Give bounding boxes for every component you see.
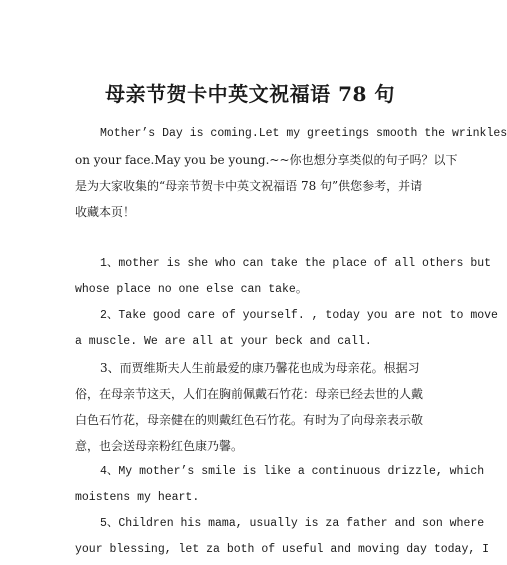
document-title: 母亲节贺卡中英文祝福语 78 句 <box>105 82 395 106</box>
list-item-2 <box>75 303 498 355</box>
item-3-line-2: 俗，在母亲节这天，人们在胸前佩戴石竹花：母亲已经去世的人戴 <box>75 387 424 401</box>
item-3-line-1: 3、而贾维斯夫人生前最爱的康乃馨花也成为母亲花。根据习 <box>100 361 420 375</box>
list-item-3 <box>75 355 425 459</box>
intro-paragraph <box>75 121 507 225</box>
item-5-line-1: 5、Children his mama, usually is za father and son where <box>100 517 485 530</box>
list-item-4 <box>75 459 485 511</box>
item-2-line-1: 2、Take good care of yourself. , today you are not to move <box>100 309 498 322</box>
item-5-line-2: your blessing, let za both of useful and moving day today, I <box>75 543 490 556</box>
intro-line-1: Mother’s Day is coming.Let my greetings smooth the wrinkles <box>100 127 507 140</box>
intro-line-3: 是为大家收集的“母亲节贺卡中英文祝福语 78 句”供您参考，并请 <box>75 179 423 193</box>
item-4-line-2: moistens my heart. <box>75 491 200 504</box>
item-3-line-4: 意，也会送母亲粉红色康乃馨。 <box>75 439 244 453</box>
item-4-line-1: 4、My mother’s smile is like a continuous drizzle, which <box>100 465 485 478</box>
paragraph-spacer <box>75 225 425 251</box>
item-1-line-1: 1、mother is she who can take the place of all others but <box>100 257 492 270</box>
intro-line-4: 收藏本页！ <box>75 205 136 219</box>
list-item-1 <box>75 251 492 303</box>
item-1-line-2: whose place no one else can take。 <box>75 283 308 296</box>
intro-line-2: on your face.May you be young.~~你也想分享类似的句子吗？以下 <box>75 153 458 167</box>
document-body <box>75 121 507 563</box>
list-item-5 <box>75 511 490 563</box>
item-2-line-2: a muscle. We are all at your beck and call. <box>75 335 372 348</box>
item-3-line-3: 白色石竹花，母亲健在的则戴红色石竹花。有时为了向母亲表示敬 <box>75 413 424 427</box>
